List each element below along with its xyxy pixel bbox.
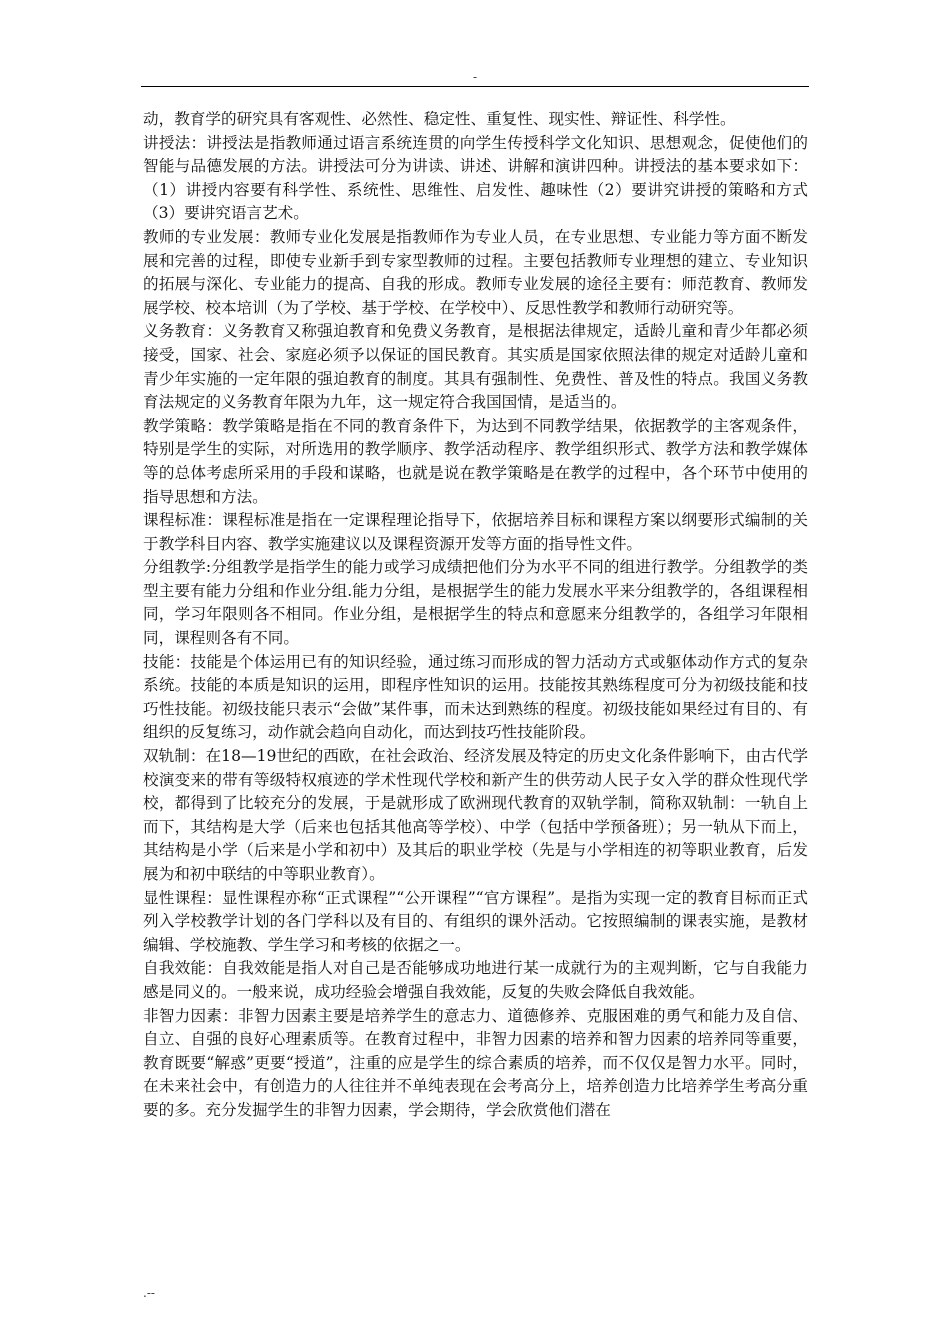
paragraph-curriculum-standard: 课程标准：课程标准是指在一定课程理论指导下，依据培养目标和课程方案以纲要形式编制的关于教学科目内容、教学实施建议以及课程资源开发等方面的指导性文件。 — [143, 511, 808, 553]
paragraph-self-efficacy: 自我效能：自我效能是指人对自己是否能够成功地进行某一成就行为的主观判断，它与自我能力感是同义的。一般来说，成功经验会增强自我效能，反复的失败会降低自我效能。 — [143, 959, 808, 1001]
paragraph-dual-track-system: 双轨制：在18—19世纪的西欧，在社会政治、经济发展及特定的历史文化条件影响下，由古代学校演变来的带有等级特权痕迹的学术性现代学校和新产生的供劳动人民子女入学的群众性现代学校，都得到了比较充分的发展，于是就形成了欧洲现代教育的双轨学制，简称双轨制：一轨自上而下，其结构是大学（后来也包括其他高等学校）、中学（包括中学预备班）；另一轨从下而上，其结构是小学（后来是小学和初中）及其后的职业学校（先是与小学相连的初等职业教育，后发展为和初中联结的中等职业教育）。 — [143, 747, 808, 883]
page-footer-mark: .-- — [143, 1286, 155, 1300]
paragraph-explicit-curriculum: 显性课程：显性课程亦称“正式课程”“公开课程”“官方课程”。是指为实现一定的教育目标而正式列入学校教学计划的各门学科以及有目的、有组织的课外活动。它按照编制的课表实施，是教材编辑、学校施教、学生学习和考核的依据之一。 — [143, 888, 808, 954]
header-divider — [141, 86, 809, 87]
paragraph-skill: 技能：技能是个体运用已有的知识经验，通过练习而形成的智力活动方式或躯体动作方式的复杂系统。技能的本质是知识的运用，即程序性知识的运用。技能按其熟练程度可分为初级技能和技巧性技能。初级技能只表示“会做”某件事，而未达到熟练的程度。初级技能如果经过有目的、有组织的反复练习，动作就会趋向自动化，而达到技巧性技能阶段。 — [143, 652, 808, 742]
paragraph-teacher-development: 教师的专业发展：教师专业化发展是指教师作为专业人员，在专业思想、专业能力等方面不断发展和完善的过程，即使专业新手到专家型教师的过程。主要包括教师专业理想的建立、专业知识的拓展与深化、专业能力的提高、自我的形成。教师专业发展的途径主要有：师范教育、教师发展学校、校本培训（为了学校、基于学校、在学校中）、反思性教学和教师行动研究等。 — [143, 227, 808, 317]
page-header-mark: - — [472, 70, 478, 84]
document-body — [143, 108, 808, 1123]
paragraph-lecture-method: 讲授法：讲授法是指教师通过语言系统连贯的向学生传授科学文化知识、思想观念，促使他们的智能与品德发展的方法。讲授法可分为讲读、讲述、讲解和演讲四种。讲授法的基本要求如下：（1）讲授内容要有科学性、系统性、思维性、启发性、趣味性（2）要讲究讲授的策略和方式（3）要讲究语言艺术。 — [143, 133, 808, 223]
paragraph-group-teaching: 分组教学:分组教学是指学生的能力或学习成绩把他们分为水平不同的组进行教学。分组教学的类型主要有能力分组和作业分组.能力分组，是根据学生的能力发展水平来分组教学的，各组课程相同，学习年限则各不相同。作业分组，是根据学生的特点和意愿来分组教学的，各组学习年限相同，课程则各有不同。 — [143, 558, 808, 648]
paragraph-education-research: 动，教育学的研究具有客观性、必然性、稳定性、重复性、现实性、辩证性、科学性。 — [143, 110, 736, 128]
paragraph-teaching-strategy: 教学策略：教学策略是指在不同的教育条件下，为达到不同教学结果，依据教学的主客观条件，特别是学生的实际，对所选用的教学顺序、教学活动程序、教学组织形式、教学方法和教学媒体等的总体考虑所采用的手段和谋略，也就是说在教学策略是在教学的过程中，各个环节中使用的指导思想和方法。 — [143, 416, 808, 506]
paragraph-compulsory-education: 义务教育：义务教育又称强迫教育和免费义务教育，是根据法律规定，适龄儿童和青少年都必须接受，国家、社会、家庭必须予以保证的国民教育。其实质是国家依照法律的规定对适龄儿童和青少年实施的一定年限的强迫教育的制度。其具有强制性、免费性、普及性的特点。我国义务教育法规定的义务教育年限为九年，这一规定符合我国国情，是适当的。 — [143, 322, 808, 412]
paragraph-non-intellectual-factors: 非智力因素：非智力因素主要是培养学生的意志力、道德修养、克服困难的勇气和能力及自信、自立、自强的良好心理素质等。在教育过程中，非智力因素的培养和智力因素的培养同等重要，教育既要“解惑”更要“授道”，注重的应是学生的综合素质的培养，而不仅仅是智力水平。同时，在未来社会中，有创造力的人往往并不单纯表现在会考高分上，培养创造力比培养学生考高分重要的多。充分发掘学生的非智力因素，学会期待，学会欣赏他们潜在 — [143, 1006, 808, 1119]
